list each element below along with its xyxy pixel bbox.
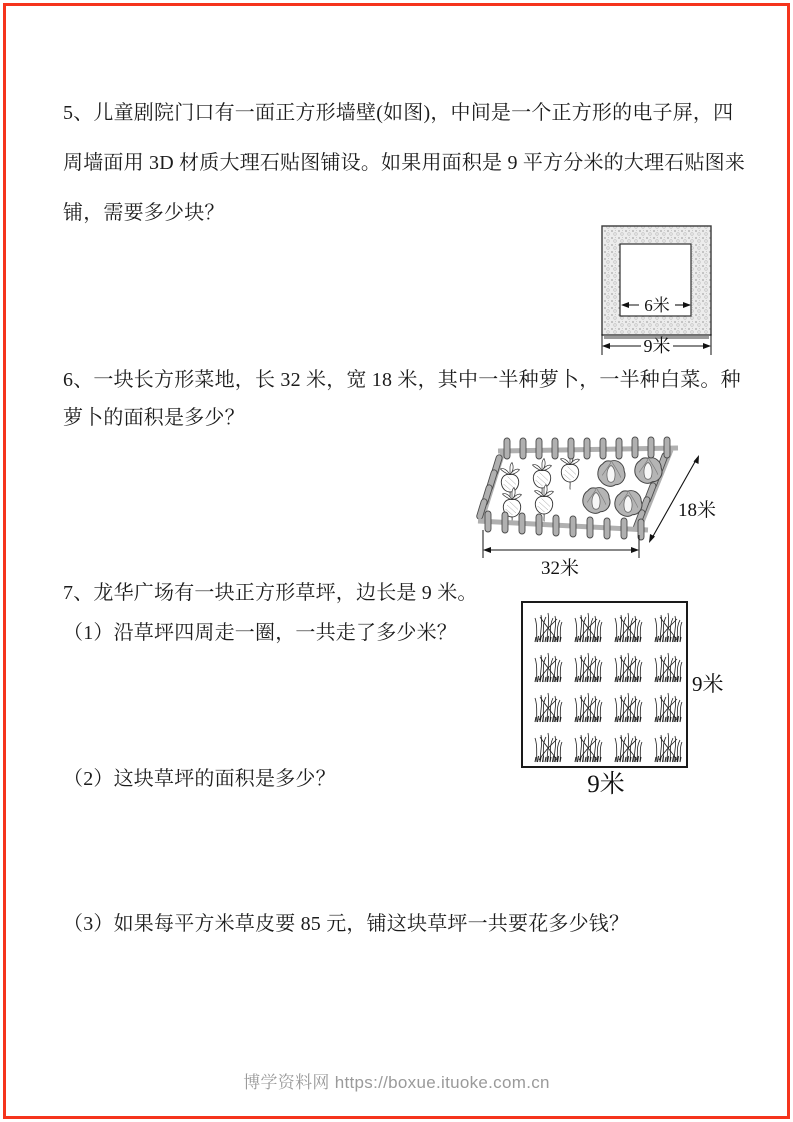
garden-fence-left xyxy=(476,452,503,520)
garden-fence-top xyxy=(498,437,678,459)
garden-crops xyxy=(501,453,662,525)
problem7-question2: （2）这块草坪的面积是多少？ xyxy=(63,768,336,790)
garden-diagram xyxy=(452,430,732,580)
cabbage-icon xyxy=(598,461,625,487)
footer-watermark: 博学资料网 https://boxue.ituoke.com.cn xyxy=(243,1073,550,1092)
lawn-bottom-label: 9米 xyxy=(587,771,625,798)
garden-width-label: 32米 xyxy=(540,558,580,579)
wall-diagram xyxy=(596,222,746,362)
cabbage-icon xyxy=(635,458,662,484)
cabbage-icon xyxy=(583,488,610,514)
wall-inner-label: 6米 xyxy=(644,296,670,315)
wall-outer-label: 9米 xyxy=(643,336,671,356)
problem6-line1: 6、一块长方形菜地，长 32 米，宽 18 米，其中一半种萝卜，一半种白菜。种 xyxy=(63,369,741,391)
garden-dimension-32m xyxy=(483,530,639,579)
problem7-question3: （3）如果每平方米草皮要 85 元，铺这块草坪一共要花多少钱？ xyxy=(63,913,630,935)
cabbage-icon xyxy=(615,491,642,517)
problem7-line1: 7、龙华广场有一块正方形草坪，边长是 9 米。 xyxy=(63,582,478,604)
problem5-line1: 5、儿童剧院门口有一面正方形墙壁(如图)，中间是一个正方形的电子屏，四 xyxy=(63,102,734,124)
lawn-right-label: 9米 xyxy=(692,672,724,696)
lawn-diagram xyxy=(518,598,728,798)
problem6-line2: 萝卜的面积是多少？ xyxy=(63,407,245,429)
problem5-line2: 周墙面用 3D 材质大理石贴图铺设。如果用面积是 9 平方分米的大理石贴图来 xyxy=(63,152,746,174)
garden-side-label: 18米 xyxy=(678,500,717,521)
problem5-line3: 铺，需要多少块？ xyxy=(63,202,225,224)
problem7-question1: （1）沿草坪四周走一圈，一共走了多少米？ xyxy=(63,622,457,644)
radish-icon xyxy=(533,459,552,496)
